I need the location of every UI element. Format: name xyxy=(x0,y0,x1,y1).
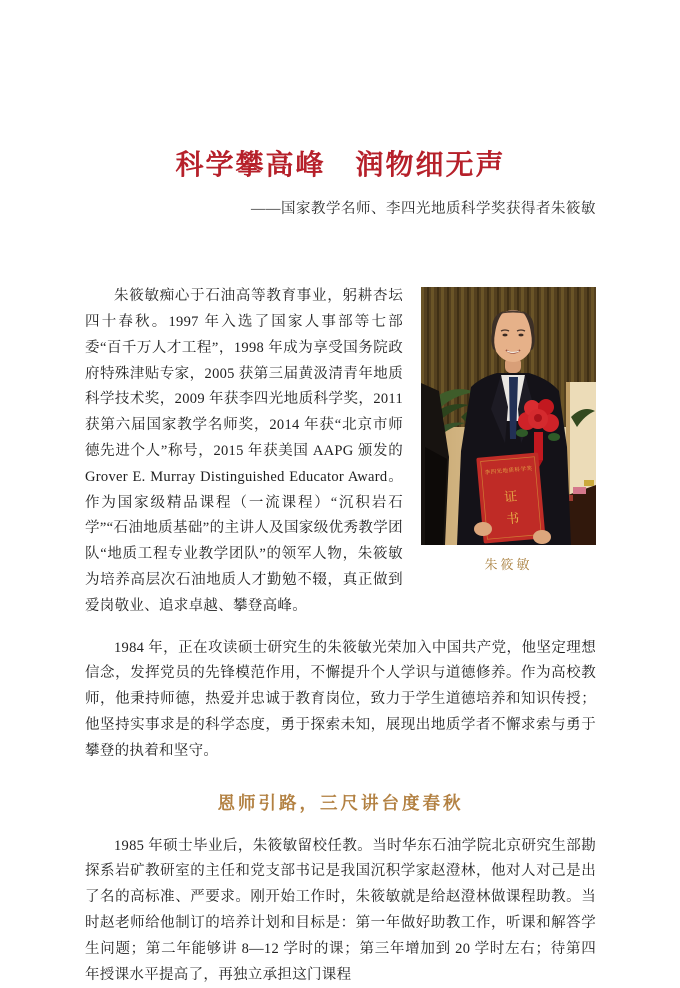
certificate-char-2: 书 xyxy=(505,510,520,527)
paragraph-mentor: 1985 年硕士毕业后，朱筱敏留校任教。当时华东石油学院北京研究生部勘探系岩矿教研室的主任和党支部书记是我国沉积学家赵澄林，他对人对己是出了名的高标准、严要求。刚开始工作时，朱筱敏就是给赵澄林做课程助教。当时赵老师给他制订的培养计划和目标是：第一年做好助教工作，听课和解答学生问题；第二年能够讲 8—12 学时的课；第三年增加到 20 学时左右；待第四年授课水平提高了，再独立承担这门课程 xyxy=(85,837,596,983)
photo-caption: 朱筱敏 xyxy=(484,557,533,573)
paragraph-party: 1984 年，正在攻读硕士研究生的朱筱敏光荣加入中国共产党，他坚定理想信念，发挥党员的先锋模范作用，不懈提升个人学识与道德修养。作为高校教师，他秉持师德，热爱并忠诚于教育岗位，致力于学生道德培养和知识传授；他坚持实事求是的科学态度，勇于探索未知，展现出地质学者不懈求索与勇于攀登的执着和坚守。 xyxy=(85,639,596,759)
certificate-char-1: 证 xyxy=(503,488,518,505)
article-subtitle: ——国家教学名师、李四光地质科学奖获得者朱筱敏 xyxy=(251,201,596,218)
certificate-title-text: 李四光地质科学奖 xyxy=(484,466,533,477)
section-heading: 恩师引路，三尺讲台度春秋 xyxy=(217,792,464,813)
article-title: 科学攀高峰 润物细无声 xyxy=(175,150,506,181)
paragraph-biography: 朱筱敏痴心于石油高等教育事业，躬耕杏坛四十春秋。1997 年入选了国家人事部等七部委“百千万人才工程”，1998 年成为享受国务院政府特殊津贴专家，2005 获第三届黄汲清青年地质科学技术奖，2009 年获李四光地质科学奖，2011 获第六届国家教学名师奖，2014 年获“北京市师德先进个人”称号，2015 年获美国 AAPG 颁发的 Grover E. Murray Distinguished Educator Award。作为国家级精品课程（一流课程）“沉积岩石学”“石油地质基础”的主讲人及国家级优秀教学团队“地质工程专业教学团队”的领军人物，朱筱敏为培养高层次石油地质人才勤勉不辍，真正做到爱岗敬业、追求卓越、攀登高峰。 xyxy=(85,288,403,614)
portrait-figure xyxy=(421,287,596,573)
portrait-photo xyxy=(421,287,596,545)
article-body xyxy=(85,284,596,988)
